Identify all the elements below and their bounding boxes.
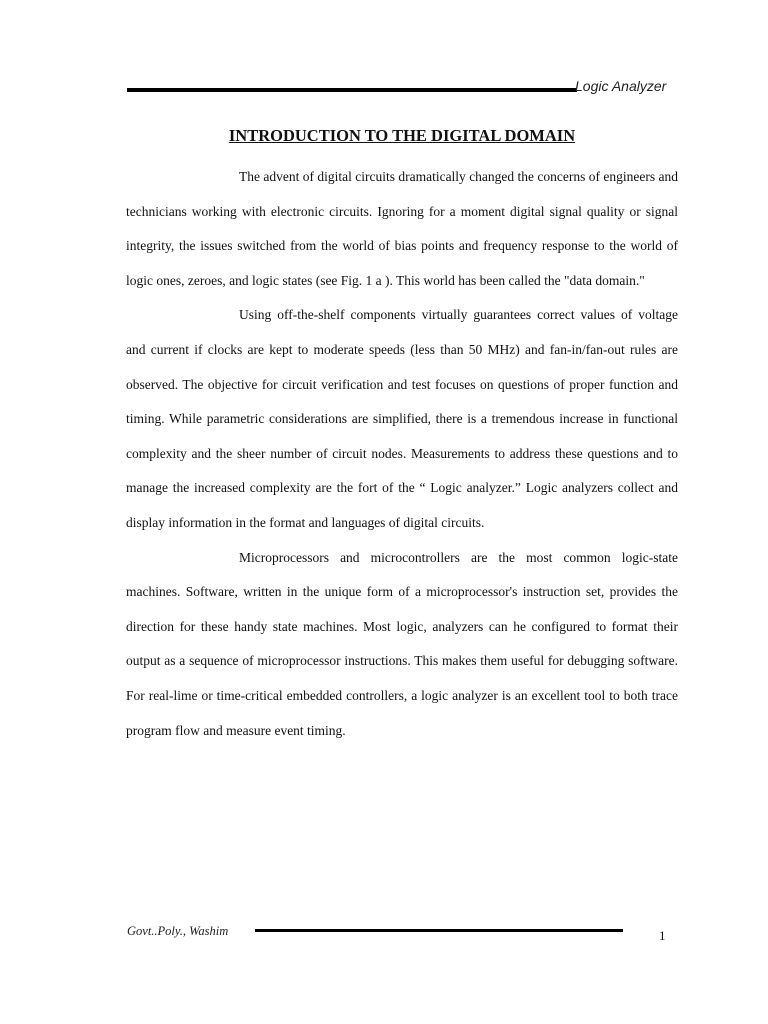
header-rule bbox=[127, 88, 577, 92]
document-title: INTRODUCTION TO THE DIGITAL DOMAIN bbox=[228, 126, 576, 145]
footer-institution: Govt..Poly., Washim bbox=[127, 924, 229, 938]
document-body bbox=[126, 160, 678, 748]
running-header: Logic Analyzer bbox=[575, 78, 667, 94]
paragraph-1: The advent of digital circuits dramatically changed the concerns of engineers and technicians working with electronic circuits. Ignoring for a moment digital signal quality or signal integrity, the issues switched from the world of bias points and frequency response to the world of logic ones, zeroes, and logic states (see Fig. 1 a ). This world has been called the "data domain." bbox=[126, 169, 678, 288]
paragraph-3: Microprocessors and microcontrollers are the most common logic-state machines. Software, written in the unique form of a microprocessor's instruction set, provides the direction for these handy state machines. Most logic, analyzers can he configured to format their output as a sequence of microprocessor instructions. This makes them useful for debugging software. For real-lime or time-critical embedded controllers, a logic analyzer is an excellent tool to both trace program flow and measure event timing. bbox=[126, 549, 678, 738]
paragraph-2: Using off-the-shelf components virtually guarantees correct values of voltage and current if clocks are kept to moderate speeds (less than 50 MHz) and fan-in/fan-out rules are observed. The objective for circuit verification and test focuses on questions of proper function and timing. While parametric considerations are simplified, there is a tremendous increase in functional complexity and the sheer number of circuit nodes. Measurements to address these questions and to manage the increased complexity are the fort of the “ Logic analyzer.” Logic analyzers collect and display information in the format and languages of digital circuits. bbox=[126, 307, 678, 530]
footer-rule bbox=[255, 929, 623, 932]
page-number: 1 bbox=[659, 928, 666, 943]
